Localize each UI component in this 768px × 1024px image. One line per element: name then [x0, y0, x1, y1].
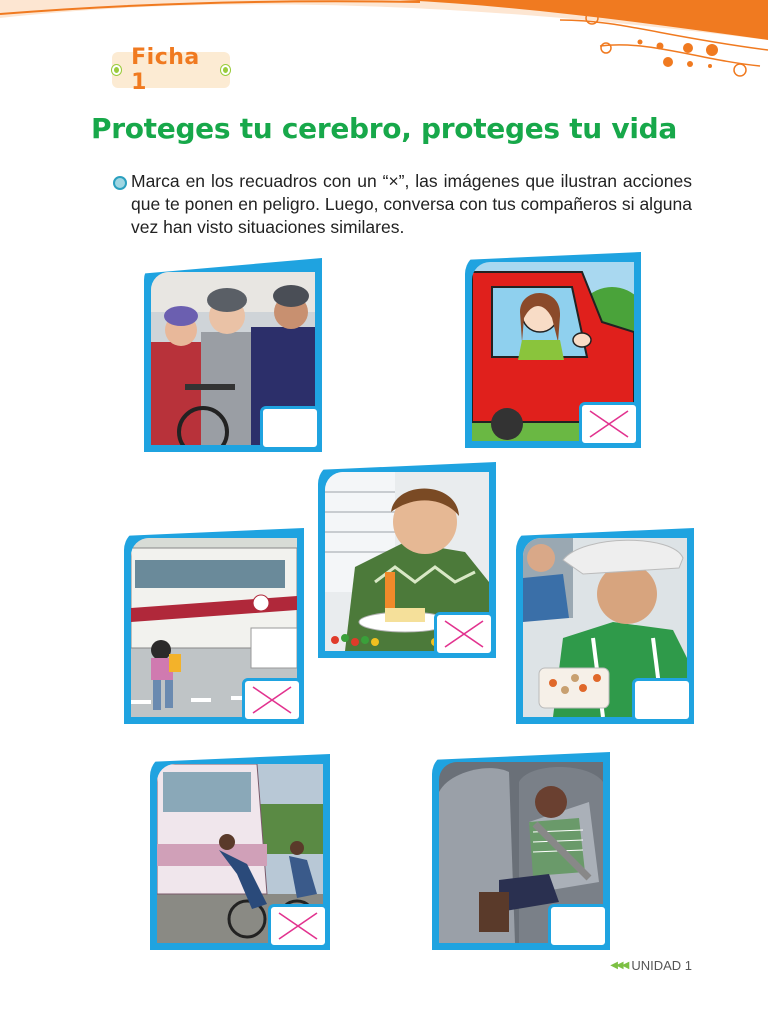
- answer-checkbox[interactable]: [434, 612, 494, 656]
- answer-checkbox[interactable]: [632, 678, 692, 722]
- cross-mark-icon: [245, 681, 299, 719]
- footer-unit-label: [610, 958, 692, 973]
- ficha-label: Ficha 1: [131, 45, 200, 95]
- photo-card-bike-helmets: [144, 258, 322, 452]
- cross-mark-icon: [437, 615, 491, 653]
- answer-checkbox[interactable]: [268, 904, 328, 948]
- photo-card-car-window: [465, 252, 641, 448]
- badge-dot-right: [221, 65, 230, 75]
- ficha-badge: [112, 45, 230, 95]
- photo-card-healthy-food: [516, 528, 694, 724]
- photo-card-seatbelt: [432, 752, 610, 950]
- photo-card-cyclists-bus: [150, 754, 330, 950]
- instruction-text: Marca en los recuadros con un “×”, las imágenes que ilustran acciones que te ponen en peligro. Luego, conversa con tus compañeros si alguna vez han visto situaciones similares.: [131, 171, 692, 237]
- bullet-icon: [113, 176, 127, 190]
- answer-checkbox[interactable]: [579, 402, 639, 446]
- cross-mark-icon: [582, 405, 636, 443]
- page-title: Proteges tu cerebro, proteges tu vida: [91, 112, 677, 145]
- photo-card-junk-food: [318, 462, 496, 658]
- answer-checkbox[interactable]: [242, 678, 302, 722]
- answer-checkbox[interactable]: [548, 904, 608, 948]
- badge-dot-left: [112, 65, 121, 75]
- photo-card-street-crossing: [124, 528, 304, 724]
- triple-arrow-left-icon: ◀◀◀: [610, 960, 628, 971]
- answer-checkbox[interactable]: [260, 406, 320, 450]
- unit-label: UNIDAD 1: [631, 958, 692, 973]
- cross-mark-icon: [271, 907, 325, 945]
